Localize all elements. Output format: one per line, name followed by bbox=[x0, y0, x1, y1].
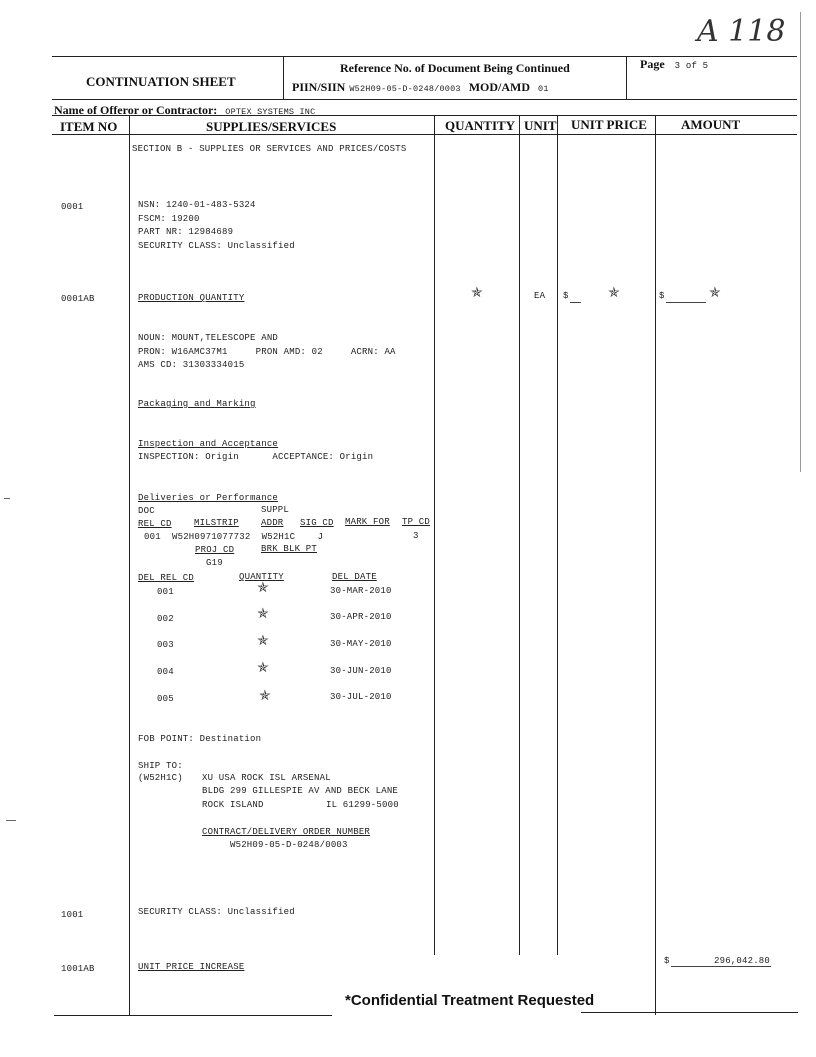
redacted-schedule-qty-1: ✯ bbox=[257, 580, 269, 596]
delivery-tp-value: 3 bbox=[413, 531, 419, 541]
sheet-title: CONTINUATION SHEET bbox=[86, 74, 236, 89]
redacted-quantity-mark: ✯ bbox=[471, 285, 483, 301]
page-indicator bbox=[640, 55, 708, 73]
piin-label: PIIN/SIIN bbox=[292, 80, 346, 94]
del-date-header: DEL DATE bbox=[332, 572, 377, 582]
deliveries-heading: Deliveries or Performance bbox=[138, 493, 279, 503]
item-1001-security: SECURITY CLASS: Unclassified bbox=[138, 907, 295, 917]
item-1001ab-title: UNIT PRICE INCREASE bbox=[138, 962, 245, 972]
col-divider-unit bbox=[557, 115, 558, 955]
contract-number-value: W52H09-05-D-0248/0003 bbox=[230, 840, 348, 850]
handwritten-page-mark: A 118 bbox=[697, 14, 786, 49]
section-title: SECTION B - SUPPLIES OR SERVICES AND PRICES/COSTS bbox=[132, 144, 407, 154]
confidential-notice: *Confidential Treatment Requested bbox=[345, 992, 595, 1009]
ship-address-state-zip: IL 61299-5000 bbox=[326, 800, 399, 810]
milstrip-header: MILSTRIP bbox=[194, 518, 239, 528]
doc-label: DOC bbox=[138, 506, 155, 516]
header-divider-1 bbox=[283, 56, 284, 99]
schedule-rel-2: 002 bbox=[157, 614, 174, 624]
redacted-schedule-qty-2: ✯ bbox=[257, 606, 269, 622]
item-0001-number: 0001 bbox=[61, 202, 84, 212]
ship-address-city: ROCK ISLAND bbox=[202, 800, 264, 810]
mod-label: MOD/AMD bbox=[468, 80, 531, 94]
item-1001-number: 1001 bbox=[61, 910, 84, 920]
schedule-rel-4: 004 bbox=[157, 667, 174, 677]
scan-mark-1 bbox=[4, 498, 10, 499]
item-0001ab-price-prefix: $ bbox=[563, 291, 569, 301]
packaging-heading: Packaging and Marking bbox=[138, 399, 256, 409]
redacted-amount-mark: ✯ bbox=[709, 285, 721, 301]
piin-value: W52H09-05-D-0248/0003 bbox=[349, 84, 461, 94]
ams-line: AMS CD: 31303334015 bbox=[138, 360, 245, 370]
page-label: Page bbox=[640, 57, 665, 71]
del-rel-cd-header: DEL REL CD bbox=[138, 573, 195, 583]
price-blank-line bbox=[570, 302, 581, 303]
item-1001ab-amount: 296,042.80 bbox=[714, 956, 771, 966]
delivery-row: 001 W52H0971077732 W52H1C J bbox=[144, 532, 324, 542]
item-0001ab-title: PRODUCTION QUANTITY bbox=[138, 293, 245, 303]
ship-to-label: SHIP TO: bbox=[138, 761, 183, 771]
col-amount: AMOUNT bbox=[681, 117, 741, 132]
offeror-value: OPTEX SYSTEMS INC bbox=[225, 107, 316, 117]
rel-cd-header: REL CD bbox=[138, 519, 172, 529]
scan-mark-2 bbox=[6, 820, 16, 821]
page-value: 3 of 5 bbox=[674, 61, 709, 71]
footer-rule-right bbox=[581, 1012, 798, 1013]
noun-line: NOUN: MOUNT,TELESCOPE AND bbox=[138, 333, 279, 343]
contract-number-heading: CONTRACT/DELIVERY ORDER NUMBER bbox=[202, 827, 371, 837]
proj-cd-value: G19 bbox=[206, 558, 223, 568]
mark-for-header: MARK FOR bbox=[345, 517, 390, 527]
redacted-schedule-qty-4: ✯ bbox=[257, 660, 269, 676]
column-header-top-rule bbox=[52, 115, 797, 116]
inspection-heading: Inspection and Acceptance bbox=[138, 439, 279, 449]
redacted-schedule-qty-3: ✯ bbox=[257, 633, 269, 649]
suppl-label: SUPPL bbox=[261, 505, 290, 515]
schedule-date-1: 30-MAR-2010 bbox=[330, 586, 392, 596]
addr-header: ADDR bbox=[261, 518, 284, 528]
schedule-rel-1: 001 bbox=[157, 587, 174, 597]
column-header-bottom-rule bbox=[52, 134, 797, 135]
offeror-label: Name of Offeror or Contractor: bbox=[54, 103, 218, 117]
footer-rule-left bbox=[54, 1015, 332, 1016]
col-supplies: SUPPLIES/SERVICES bbox=[206, 119, 337, 134]
header-divider-2 bbox=[626, 56, 627, 99]
ship-to-code: (W52H1C) bbox=[138, 773, 183, 783]
schedule-rel-5: 005 bbox=[157, 694, 174, 704]
pron-line: PRON: W16AMC37M1 PRON AMD: 02 ACRN: AA bbox=[138, 346, 396, 357]
item-1001ab-amount-prefix: $ bbox=[664, 956, 670, 966]
col-divider-unit-price bbox=[655, 115, 656, 1015]
offeror-line bbox=[54, 101, 315, 119]
schedule-date-3: 30-MAY-2010 bbox=[330, 639, 392, 649]
item-0001ab-noun-block bbox=[138, 332, 396, 373]
col-divider-item bbox=[129, 115, 130, 1015]
redacted-schedule-qty-5: ✯ bbox=[259, 688, 271, 704]
item-0001ab-amount-prefix: $ bbox=[659, 291, 665, 301]
item-0001-details bbox=[138, 199, 295, 253]
scan-edge-line bbox=[800, 12, 801, 472]
item-0001ab-number: 0001AB bbox=[61, 294, 95, 304]
proj-cd-header: PROJ CD bbox=[195, 545, 235, 555]
fob-point: FOB POINT: Destination bbox=[138, 734, 262, 744]
schedule-date-4: 30-JUN-2010 bbox=[330, 666, 392, 676]
schedule-date-5: 30-JUL-2010 bbox=[330, 692, 392, 702]
ship-address-line-1: XU USA ROCK ISL ARSENAL bbox=[202, 773, 331, 783]
item-0001-fscm: FSCM: 19200 bbox=[138, 213, 200, 224]
inspection-line: INSPECTION: Origin ACCEPTANCE: Origin bbox=[138, 452, 374, 462]
ship-address-line-2: BLDG 299 GILLESPIE AV AND BECK LANE bbox=[202, 786, 399, 796]
header-bottom-rule bbox=[52, 99, 797, 100]
col-quantity: QUANTITY bbox=[445, 118, 516, 133]
brk-blk-header: BRK BLK PT bbox=[261, 544, 318, 554]
schedule-quantity-header: QUANTITY bbox=[239, 572, 284, 582]
item-0001ab-unit: EA bbox=[534, 291, 546, 301]
item-1001ab-amount-line bbox=[671, 966, 771, 967]
col-unit-price: UNIT PRICE bbox=[571, 117, 647, 132]
redacted-unit-price-mark: ✯ bbox=[608, 285, 620, 301]
item-0001-part: PART NR: 12984689 bbox=[138, 227, 234, 237]
amount-blank-line bbox=[666, 302, 706, 303]
item-1001ab-number: 1001AB bbox=[61, 964, 95, 974]
reference-label: Reference No. of Document Being Continued bbox=[340, 61, 570, 75]
item-0001-nsn: NSN: 1240-01-483-5324 bbox=[138, 200, 256, 210]
col-item-no: ITEM NO bbox=[60, 119, 118, 134]
schedule-rel-3: 003 bbox=[157, 640, 174, 650]
mod-value: 01 bbox=[538, 84, 549, 94]
col-divider-quantity bbox=[519, 115, 520, 955]
col-unit: UNIT bbox=[524, 118, 557, 133]
sig-cd-header: SIG CD bbox=[300, 518, 334, 528]
schedule-date-2: 30-APR-2010 bbox=[330, 612, 392, 622]
col-divider-supplies bbox=[434, 115, 435, 955]
piin-line bbox=[292, 78, 549, 96]
item-0001-security: SECURITY CLASS: Unclassified bbox=[138, 240, 295, 251]
tp-cd-header: TP CD bbox=[402, 517, 431, 527]
